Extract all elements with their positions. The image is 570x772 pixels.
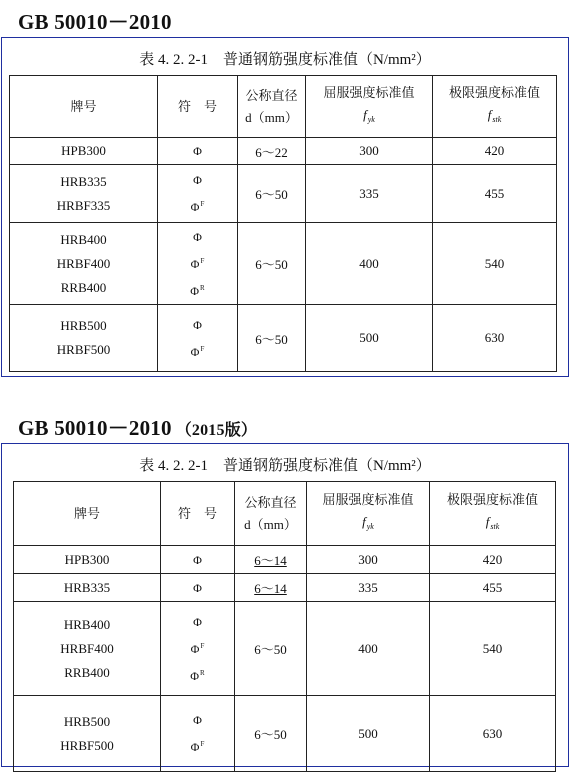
- rebar-symbol: [193, 548, 202, 572]
- grade-cell: [14, 696, 161, 772]
- yield-value: 400: [358, 640, 378, 656]
- table-row: [14, 574, 556, 602]
- diameter-cell: [238, 223, 306, 305]
- diameter-value: 6～14: [254, 553, 287, 568]
- rebar-symbol-glyph: Φ: [193, 173, 202, 187]
- diameter-cell: [238, 305, 306, 372]
- yield-cell: [306, 223, 433, 305]
- bottom-header-ultimate-f: f: [485, 514, 490, 529]
- top-header-ultimate-f: f: [487, 107, 492, 122]
- bottom-header-ultimate-sub: stk: [490, 522, 500, 531]
- diameter-cell: [235, 696, 307, 772]
- bottom-table-body: [14, 546, 556, 772]
- yield-value: 500: [359, 330, 379, 345]
- table-row: [14, 546, 556, 574]
- yield-value: 400: [359, 255, 379, 271]
- rebar-symbol-glyph: Φ: [190, 641, 200, 656]
- rebar-symbol-glyph: Φ: [193, 580, 202, 595]
- diameter-value: 6～14: [254, 581, 287, 596]
- grade-label: HRBF335: [56, 197, 111, 213]
- ultimate-cell: [430, 574, 556, 602]
- rebar-symbol-sup: R: [200, 668, 205, 677]
- top-header-diameter-line1: 公称直径: [245, 87, 298, 103]
- bottom-header-diameter-line1: 公称直径: [244, 494, 297, 510]
- bottom-header-ultimate-line1: 极限强度标准值: [446, 492, 538, 507]
- ultimate-cell: [433, 223, 557, 305]
- rebar-symbol: [193, 168, 202, 192]
- grade-cell: [10, 138, 158, 165]
- rebar-symbol-glyph: Φ: [190, 283, 200, 298]
- grade-label: RRB400: [60, 279, 107, 295]
- yield-cell: [307, 574, 430, 602]
- grade-label: HRBF500: [60, 737, 114, 753]
- grade-label: HRB500: [63, 713, 111, 729]
- bottom-header-ultimate-symbol: [486, 511, 500, 538]
- ultimate-value: 630: [484, 330, 505, 345]
- top-heading-text: GB 50010－2010: [18, 10, 172, 34]
- symbol-cell: [158, 165, 238, 223]
- symbol-cell: [158, 223, 238, 305]
- yield-cell: [307, 546, 430, 574]
- grade-label: HRBF400: [60, 640, 114, 656]
- rebar-symbol: [190, 276, 204, 303]
- ultimate-cell: [430, 602, 556, 696]
- rebar-symbol-sup: F: [200, 344, 205, 353]
- yield-cell: [306, 305, 433, 372]
- diameter-value: 6～22: [255, 144, 288, 160]
- symbol-cell: [161, 574, 235, 602]
- yield-cell: [307, 696, 430, 772]
- grade-cell: [14, 574, 161, 602]
- ultimate-cell: [430, 696, 556, 772]
- table-row: [10, 165, 557, 223]
- symbol-cell: [161, 696, 235, 772]
- ultimate-value: 540: [482, 640, 503, 656]
- rebar-symbol-sup: F: [200, 200, 205, 208]
- rebar-symbol: [191, 337, 205, 364]
- diameter-value: 6～50: [254, 727, 287, 742]
- top-header-symbol: 符 号: [158, 76, 238, 138]
- rebar-symbol-glyph: Φ: [193, 552, 202, 567]
- table-row: [10, 223, 557, 305]
- yield-value: 500: [358, 725, 378, 741]
- rebar-symbol-sup: F: [200, 256, 205, 265]
- ultimate-value: 630: [482, 725, 503, 741]
- top-header-ultimate-symbol: [488, 104, 502, 131]
- yield-value: 335: [359, 185, 379, 201]
- bottom-heading-suffix: （2015版）: [175, 422, 258, 439]
- top-header-diameter-line2: d（mm）: [245, 109, 298, 125]
- diameter-value: 6～50: [254, 642, 287, 657]
- top-header-yield-sub: yk: [367, 115, 375, 124]
- yield-value: 300: [358, 551, 378, 567]
- table-row: [10, 138, 557, 165]
- grade-cell: [10, 223, 158, 305]
- ultimate-value: 420: [484, 143, 505, 158]
- top-table-body: [10, 138, 557, 372]
- top-header-ultimate-line1: 极限强度标准值: [448, 85, 540, 100]
- ultimate-value: 455: [484, 185, 505, 201]
- ultimate-cell: [433, 138, 557, 165]
- diameter-value: 6～50: [255, 257, 288, 272]
- rebar-symbol: [193, 313, 202, 337]
- symbol-cell: [158, 138, 238, 165]
- rebar-symbol-glyph: Φ: [190, 344, 200, 359]
- yield-cell: [306, 165, 433, 223]
- yield-value: 300: [359, 143, 379, 158]
- diameter-value: 6～50: [255, 331, 288, 347]
- rebar-symbol: [193, 708, 202, 732]
- bottom-header-grade: 牌号: [14, 482, 161, 546]
- ultimate-value: 540: [484, 255, 505, 271]
- table-row: [14, 696, 556, 772]
- rebar-symbol-glyph: Φ: [193, 144, 202, 158]
- rebar-symbol: [193, 225, 202, 249]
- symbol-cell: [161, 546, 235, 574]
- bottom-header-diameter: [235, 482, 307, 546]
- top-header-yield: [306, 76, 433, 138]
- top-header-yield-f: f: [363, 107, 367, 122]
- bottom-table-header-row: [14, 482, 556, 546]
- ultimate-cell: [433, 305, 557, 372]
- top-frame: [1, 37, 569, 377]
- bottom-heading: [18, 412, 257, 442]
- grade-cell: [14, 602, 161, 696]
- top-header-yield-symbol: [363, 104, 375, 131]
- rebar-symbol: [190, 661, 204, 688]
- rebar-symbol-glyph: Φ: [190, 256, 200, 271]
- rebar-symbol: [191, 249, 205, 276]
- grade-label: RRB400: [64, 664, 110, 680]
- grade-cell: [10, 165, 158, 223]
- diameter-cell: [238, 138, 306, 165]
- diameter-cell: [235, 602, 307, 696]
- bottom-header-yield-symbol: [362, 511, 374, 538]
- rebar-symbol: [191, 192, 205, 219]
- grade-cell: [10, 305, 158, 372]
- rebar-symbol-glyph: Φ: [193, 317, 202, 332]
- rebar-symbol: [193, 610, 202, 634]
- bottom-header-ultimate: [430, 482, 556, 546]
- top-header-ultimate-sub: stk: [492, 115, 502, 124]
- ultimate-cell: [433, 165, 557, 223]
- grade-label: HRBF400: [56, 255, 111, 271]
- bottom-header-diameter-line2: d（mm）: [244, 516, 297, 532]
- grade-cell: [14, 546, 161, 574]
- grade-label: HRB335: [63, 579, 111, 595]
- rebar-symbol: [193, 139, 202, 163]
- bottom-table-caption: 表 4. 2. 2-1 普通钢筋强度标准值（N/mm²）: [139, 458, 431, 474]
- grade-label: HRB335: [60, 173, 107, 189]
- rebar-symbol-sup: F: [200, 641, 205, 650]
- top-table-caption: 表 4. 2. 2-1 普通钢筋强度标准值（N/mm²）: [139, 52, 431, 68]
- top-header-ultimate: [433, 76, 557, 138]
- top-header-grade: 牌号: [10, 76, 158, 138]
- diameter-value: 6～50: [255, 187, 288, 202]
- top-strength-table: [9, 75, 557, 372]
- bottom-strength-table: [13, 481, 556, 772]
- grade-label: HRB400: [63, 616, 111, 632]
- top-header-diameter: [238, 76, 306, 138]
- top-header-yield-line1: 屈服强度标准值: [323, 85, 415, 100]
- table-row: [14, 602, 556, 696]
- grade-label: HPB300: [64, 551, 110, 567]
- bottom-header-yield-f: f: [362, 514, 366, 529]
- bottom-frame: [1, 443, 569, 767]
- rebar-symbol-glyph: Φ: [193, 713, 202, 727]
- rebar-symbol-sup: R: [200, 283, 205, 292]
- table-row: [10, 305, 557, 372]
- rebar-symbol-sup: F: [200, 740, 205, 748]
- bottom-heading-text: GB 50010－2010: [18, 416, 172, 440]
- ultimate-value: 455: [482, 579, 503, 595]
- grade-label: HRBF500: [56, 342, 111, 357]
- top-heading: [18, 6, 172, 36]
- bottom-header-yield-sub: yk: [366, 522, 374, 531]
- grade-label: HPB300: [61, 143, 106, 158]
- yield-cell: [306, 138, 433, 165]
- ultimate-value: 420: [482, 551, 503, 567]
- rebar-symbol: [191, 634, 205, 661]
- symbol-cell: [158, 305, 238, 372]
- grade-label: HRB400: [60, 231, 107, 247]
- grade-label: HRB500: [60, 318, 107, 333]
- yield-cell: [307, 602, 430, 696]
- diameter-cell: [235, 546, 307, 574]
- yield-value: 335: [358, 579, 378, 595]
- symbol-cell: [161, 602, 235, 696]
- rebar-symbol-glyph: Φ: [190, 200, 200, 214]
- diameter-cell: [235, 574, 307, 602]
- diameter-cell: [238, 165, 306, 223]
- rebar-symbol: [193, 576, 202, 600]
- rebar-symbol-glyph: Φ: [193, 229, 202, 244]
- top-table-header-row: [10, 76, 557, 138]
- rebar-symbol-glyph: Φ: [190, 740, 200, 754]
- bottom-header-yield: [307, 482, 430, 546]
- bottom-header-yield-line1: 屈服强度标准值: [322, 492, 414, 507]
- rebar-symbol: [191, 732, 205, 759]
- bottom-header-symbol: 符 号: [161, 482, 235, 546]
- rebar-symbol-glyph: Φ: [190, 668, 200, 683]
- ultimate-cell: [430, 546, 556, 574]
- rebar-symbol-glyph: Φ: [193, 614, 202, 629]
